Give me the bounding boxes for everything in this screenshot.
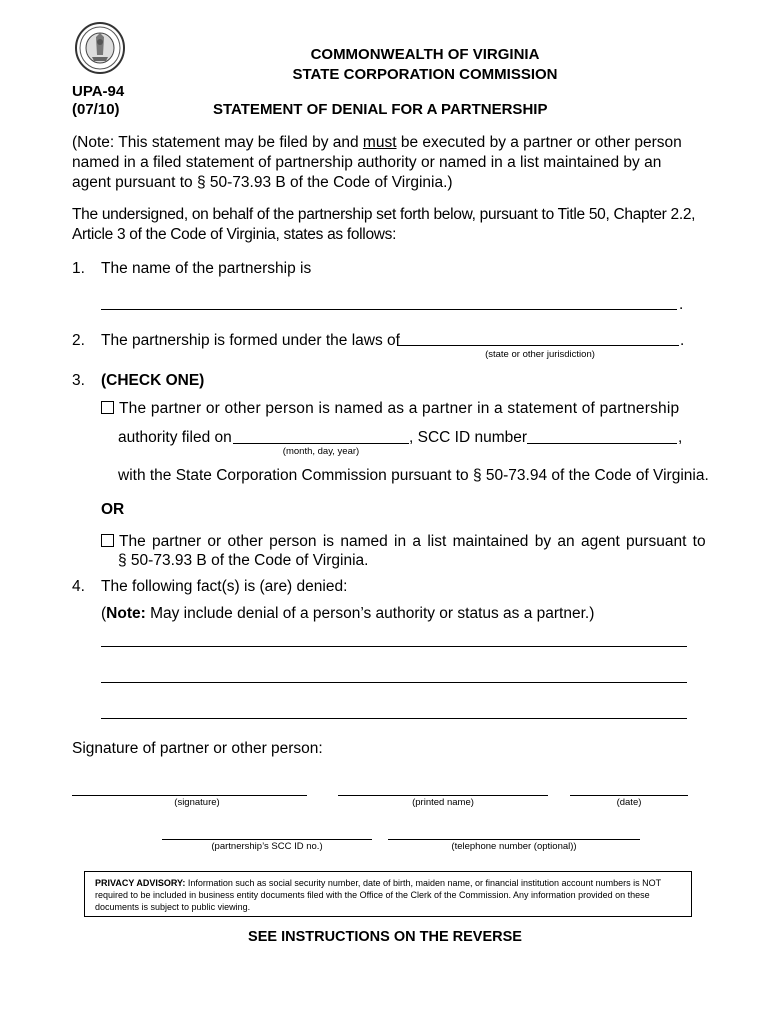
printed-name-field[interactable] — [338, 795, 548, 796]
item3-number: 3. — [72, 372, 85, 389]
privacy-text: Information such as social security number, date of birth, maiden name, or financial institution account numbers is NOT required to be included in business entity documents filed with the Office of the Clerk of the Commission. Any information provided on these documents is subject to public viewing. — [95, 878, 661, 912]
note-part2: be executed by a partner or other person named in a filed statement of partnership authority or named in a list maintained by an agent pursuant to § 50-73.93 B of the Code of Virginia.) — [72, 134, 682, 191]
date-field[interactable] — [570, 795, 688, 796]
option2-line2: § 50-73.93 B of the Code of Virginia. — [118, 552, 369, 569]
option1-checkbox[interactable] — [101, 401, 114, 414]
option2-line1 — [101, 532, 706, 552]
jurisdiction-caption: (state or other jurisdiction) — [485, 349, 595, 360]
note-paragraph — [72, 133, 702, 193]
filed-date-caption: (month, day, year) — [282, 446, 360, 457]
option2-text: The partner or other person is named in a list maintained by an agent pursuant to — [119, 533, 706, 550]
telephone-field[interactable] — [388, 839, 640, 840]
header-org-line1: COMMONWEALTH OF VIRGINIA — [310, 46, 540, 63]
option1-auth-label: authority filed on — [118, 429, 232, 446]
option1-line3: with the State Corporation Commission pursuant to § 50-73.94 of the Code of Virginia. — [118, 467, 709, 484]
item2-period: . — [680, 332, 685, 349]
option1-line1 — [101, 399, 679, 419]
form-date: (07/10) — [72, 101, 120, 118]
header-org-line2: STATE CORPORATION COMMISSION — [292, 66, 558, 83]
partnership-name-field[interactable] — [101, 309, 677, 310]
item4-note-label: Note: — [106, 605, 146, 622]
note-part1: (Note: This statement may be filed by and — [72, 134, 363, 151]
privacy-advisory-box — [84, 871, 692, 917]
or-label: OR — [101, 501, 125, 518]
item4-number: 4. — [72, 578, 85, 595]
item4-label: The following fact(s) is (are) denied: — [101, 578, 348, 595]
printed-name-caption: (printed name) — [412, 797, 474, 808]
option1-scc-label: , SCC ID number — [409, 429, 528, 446]
intro-paragraph: The undersigned, on behalf of the partnership set forth below, pursuant to Title 50, Chapter 2.2, Article 3 of the Code of Virginia, states as follows: — [72, 206, 696, 243]
telephone-caption: (telephone number (optional)) — [451, 841, 577, 852]
item4-note-text: May include denial of a person’s authority or status as a partner.) — [145, 605, 595, 622]
item2-number: 2. — [72, 332, 85, 349]
item1-period: . — [679, 296, 684, 313]
form-title: STATEMENT OF DENIAL FOR A PARTNERSHIP — [213, 101, 548, 118]
partnership-scc-id-caption: (partnership’s SCC ID no.) — [211, 841, 323, 852]
footer-instructions: SEE INSTRUCTIONS ON THE REVERSE — [248, 929, 522, 945]
date-caption: (date) — [616, 797, 642, 808]
privacy-label: PRIVACY ADVISORY: — [95, 878, 186, 888]
item1-number: 1. — [72, 260, 85, 277]
scc-id-field[interactable] — [527, 443, 677, 444]
denied-facts-line-3[interactable] — [101, 718, 687, 719]
option1-text: The partner or other person is named as a partner in a statement of partnership — [119, 400, 680, 417]
item2-label: The partnership is formed under the laws of — [101, 332, 400, 349]
item3-heading: (CHECK ONE) — [101, 372, 205, 389]
jurisdiction-field[interactable] — [397, 345, 679, 346]
item4-note: (Note: May include denial of a person’s authority or status as a partner.) — [101, 605, 595, 622]
form-number: UPA-94 — [72, 83, 125, 100]
item1-label: The name of the partnership is — [101, 260, 312, 277]
denied-facts-line-2[interactable] — [101, 682, 687, 683]
option1-comma: , — [678, 429, 683, 446]
signature-heading: Signature of partner or other person: — [72, 740, 323, 757]
partnership-scc-id-field[interactable] — [162, 839, 372, 840]
option2-checkbox[interactable] — [101, 534, 114, 547]
signature-caption: (signature) — [174, 797, 220, 808]
signature-field[interactable] — [72, 795, 307, 796]
filed-date-field[interactable] — [233, 443, 409, 444]
note-must: must — [362, 134, 397, 151]
denied-facts-line-1[interactable] — [101, 646, 687, 647]
